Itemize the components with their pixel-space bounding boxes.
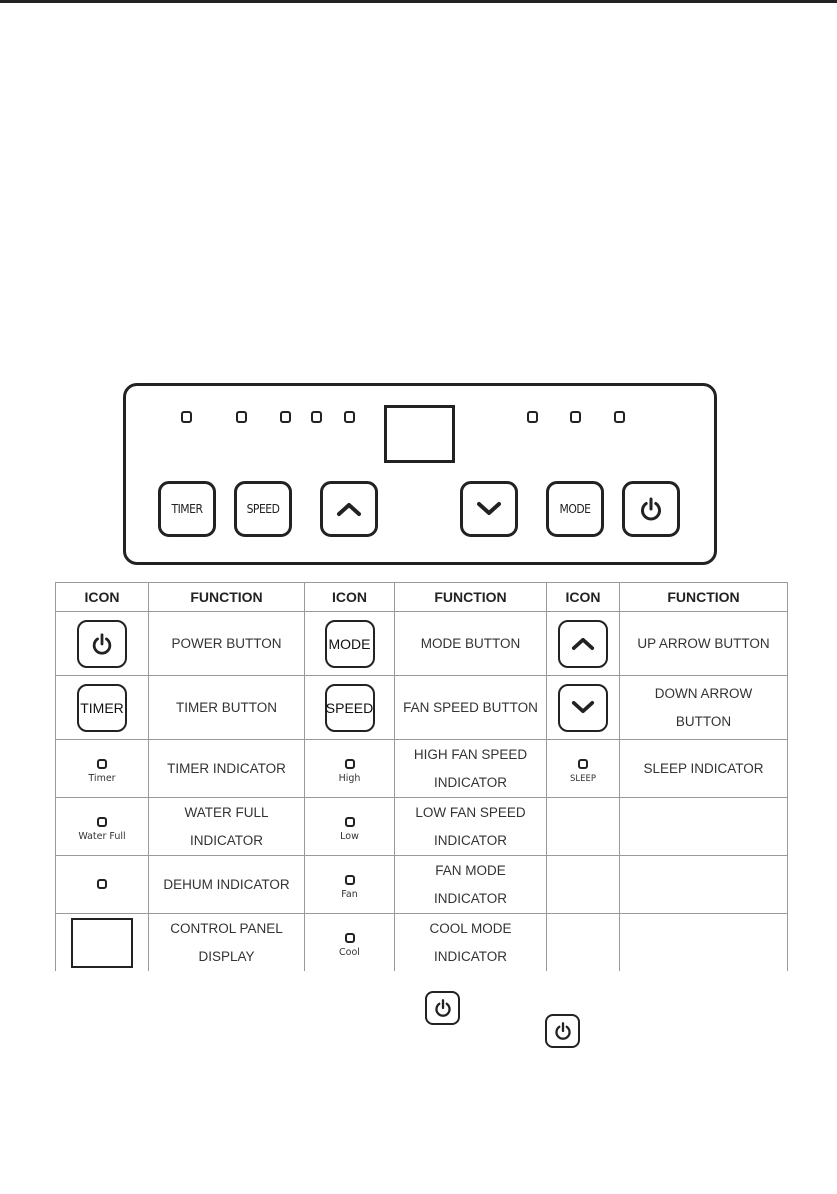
power-icon: [433, 998, 453, 1018]
high-indicator-icon: [339, 759, 361, 786]
table-row: [56, 914, 788, 972]
function-fan-mode: [395, 856, 547, 914]
dehum-indicator-icon: [97, 879, 107, 889]
mode-button-icon: MODE: [325, 620, 375, 668]
sleep-indicator-icon: [570, 759, 596, 786]
indicator-label: Water Full: [78, 831, 126, 842]
empty-cell: [620, 856, 788, 914]
display-icon: [71, 918, 133, 968]
icon-cell: [305, 676, 395, 740]
timer-indicator-icon: [88, 759, 115, 786]
power-icon: [553, 1021, 573, 1041]
icon-cell: [56, 740, 149, 798]
header-icon-2: ICON: [305, 583, 395, 612]
empty-cell: [620, 798, 788, 856]
icon-cell: [305, 914, 395, 972]
icon-cell: [305, 740, 395, 798]
icon-cell: [56, 612, 149, 676]
panel-power-button[interactable]: [622, 481, 680, 537]
chevron-down-icon: [476, 501, 502, 517]
up-button-icon: [558, 620, 608, 668]
function-speed: FAN SPEED BUTTON: [395, 676, 547, 740]
table-header-row: [56, 583, 788, 612]
function-display-line2: DISPLAY: [198, 948, 255, 964]
water-full-indicator-icon: [78, 817, 125, 844]
led-water-full: [236, 411, 247, 423]
empty-cell: [547, 914, 620, 972]
function-down-line1: DOWN ARROW: [654, 685, 753, 701]
inline-power-icon-1: [425, 991, 460, 1025]
timer-button-icon: TIMER: [77, 684, 127, 732]
header-icon-1: ICON: [56, 583, 149, 612]
icon-cell: [547, 612, 620, 676]
icon-cell: [56, 914, 149, 972]
down-button-icon: [558, 684, 608, 732]
table-row: [56, 612, 788, 676]
icon-cell: [305, 798, 395, 856]
header-icon-3: ICON: [547, 583, 620, 612]
indicator-led: [97, 879, 107, 889]
indicator-led: [345, 875, 355, 885]
function-low-line1: LOW FAN SPEED: [415, 804, 526, 820]
function-display: [149, 914, 305, 972]
led-fan: [527, 411, 538, 423]
function-water-line2: INDICATOR: [189, 832, 263, 848]
led-low: [344, 411, 355, 423]
chevron-up-icon: [571, 636, 595, 651]
led-high: [311, 411, 322, 423]
function-cool-line1: COOL MODE: [429, 920, 512, 936]
table-row: [56, 798, 788, 856]
icon-cell: [305, 612, 395, 676]
indicator-label: Cool: [339, 947, 360, 958]
table-row: [56, 740, 788, 798]
panel-down-button[interactable]: [460, 481, 518, 537]
power-button-icon: [77, 620, 127, 668]
function-cool-line2: INDICATOR: [433, 948, 507, 964]
function-dehum: DEHUM INDICATOR: [149, 856, 305, 914]
indicator-label: SLEEP: [570, 774, 596, 784]
panel-speed-label: SPEED: [246, 502, 280, 516]
function-down: [620, 676, 788, 740]
icon-cell: [56, 856, 149, 914]
function-fan-line2: INDICATOR: [433, 890, 507, 906]
function-low-indicator: [395, 798, 547, 856]
function-mode: MODE BUTTON: [395, 612, 547, 676]
function-timer: TIMER BUTTON: [149, 676, 305, 740]
low-indicator-icon: [340, 817, 359, 844]
cool-indicator-icon: [339, 933, 360, 960]
function-sleep-indicator: SLEEP INDICATOR: [620, 740, 788, 798]
function-down-line2: BUTTON: [675, 713, 732, 729]
indicator-label: High: [338, 773, 361, 784]
function-water-full: [149, 798, 305, 856]
panel-timer-button[interactable]: [158, 481, 216, 537]
header-function-2: FUNCTION: [395, 583, 547, 612]
function-power: POWER BUTTON: [149, 612, 305, 676]
indicator-label: Fan: [341, 889, 358, 900]
led-cool: [570, 411, 581, 423]
indicator-label: Timer: [88, 773, 116, 784]
function-table: [55, 582, 788, 971]
led-sleep: [614, 411, 625, 423]
function-water-line1: WATER FULL: [184, 804, 269, 820]
speed-button-icon: SPEED: [325, 684, 375, 732]
function-high-indicator: [395, 740, 547, 798]
top-divider: [0, 0, 837, 3]
panel-up-button[interactable]: [320, 481, 378, 537]
function-up: UP ARROW BUTTON: [620, 612, 788, 676]
panel-mode-button[interactable]: [546, 481, 604, 537]
inline-power-icon-2: [545, 1014, 580, 1048]
indicator-led: [97, 759, 107, 769]
panel-speed-button[interactable]: [234, 481, 292, 537]
empty-cell: [547, 856, 620, 914]
header-function-1: FUNCTION: [149, 583, 305, 612]
indicator-label: Low: [340, 831, 359, 842]
table-row: [56, 856, 788, 914]
header-function-3: FUNCTION: [620, 583, 788, 612]
icon-cell: [547, 676, 620, 740]
indicator-led: [345, 759, 355, 769]
function-high-line2: INDICATOR: [433, 774, 507, 790]
function-timer-indicator: TIMER INDICATOR: [149, 740, 305, 798]
indicator-led: [345, 817, 355, 827]
function-low-line2: INDICATOR: [433, 832, 507, 848]
icon-cell: [305, 856, 395, 914]
led-dehum: [280, 411, 291, 423]
power-icon: [90, 632, 114, 656]
panel-mode-label: MODE: [559, 502, 591, 516]
power-icon: [638, 496, 664, 522]
chevron-up-icon: [336, 501, 362, 517]
indicator-led: [578, 759, 588, 769]
function-high-line1: HIGH FAN SPEED: [413, 746, 528, 762]
panel-timer-label: TIMER: [171, 502, 203, 516]
indicator-led: [97, 817, 107, 827]
function-display-line1: CONTROL PANEL: [170, 920, 283, 936]
chevron-down-icon: [571, 700, 595, 715]
led-timer: [181, 411, 192, 423]
control-panel-display: [384, 405, 455, 463]
icon-cell: [56, 676, 149, 740]
icon-cell: [547, 740, 620, 798]
table-row: [56, 676, 788, 740]
fan-indicator-icon: [341, 875, 357, 902]
function-fan-line1: FAN MODE: [435, 862, 506, 878]
empty-cell: [547, 798, 620, 856]
function-cool-mode: [395, 914, 547, 972]
empty-cell: [620, 914, 788, 972]
indicator-led: [345, 933, 355, 943]
icon-cell: [56, 798, 149, 856]
